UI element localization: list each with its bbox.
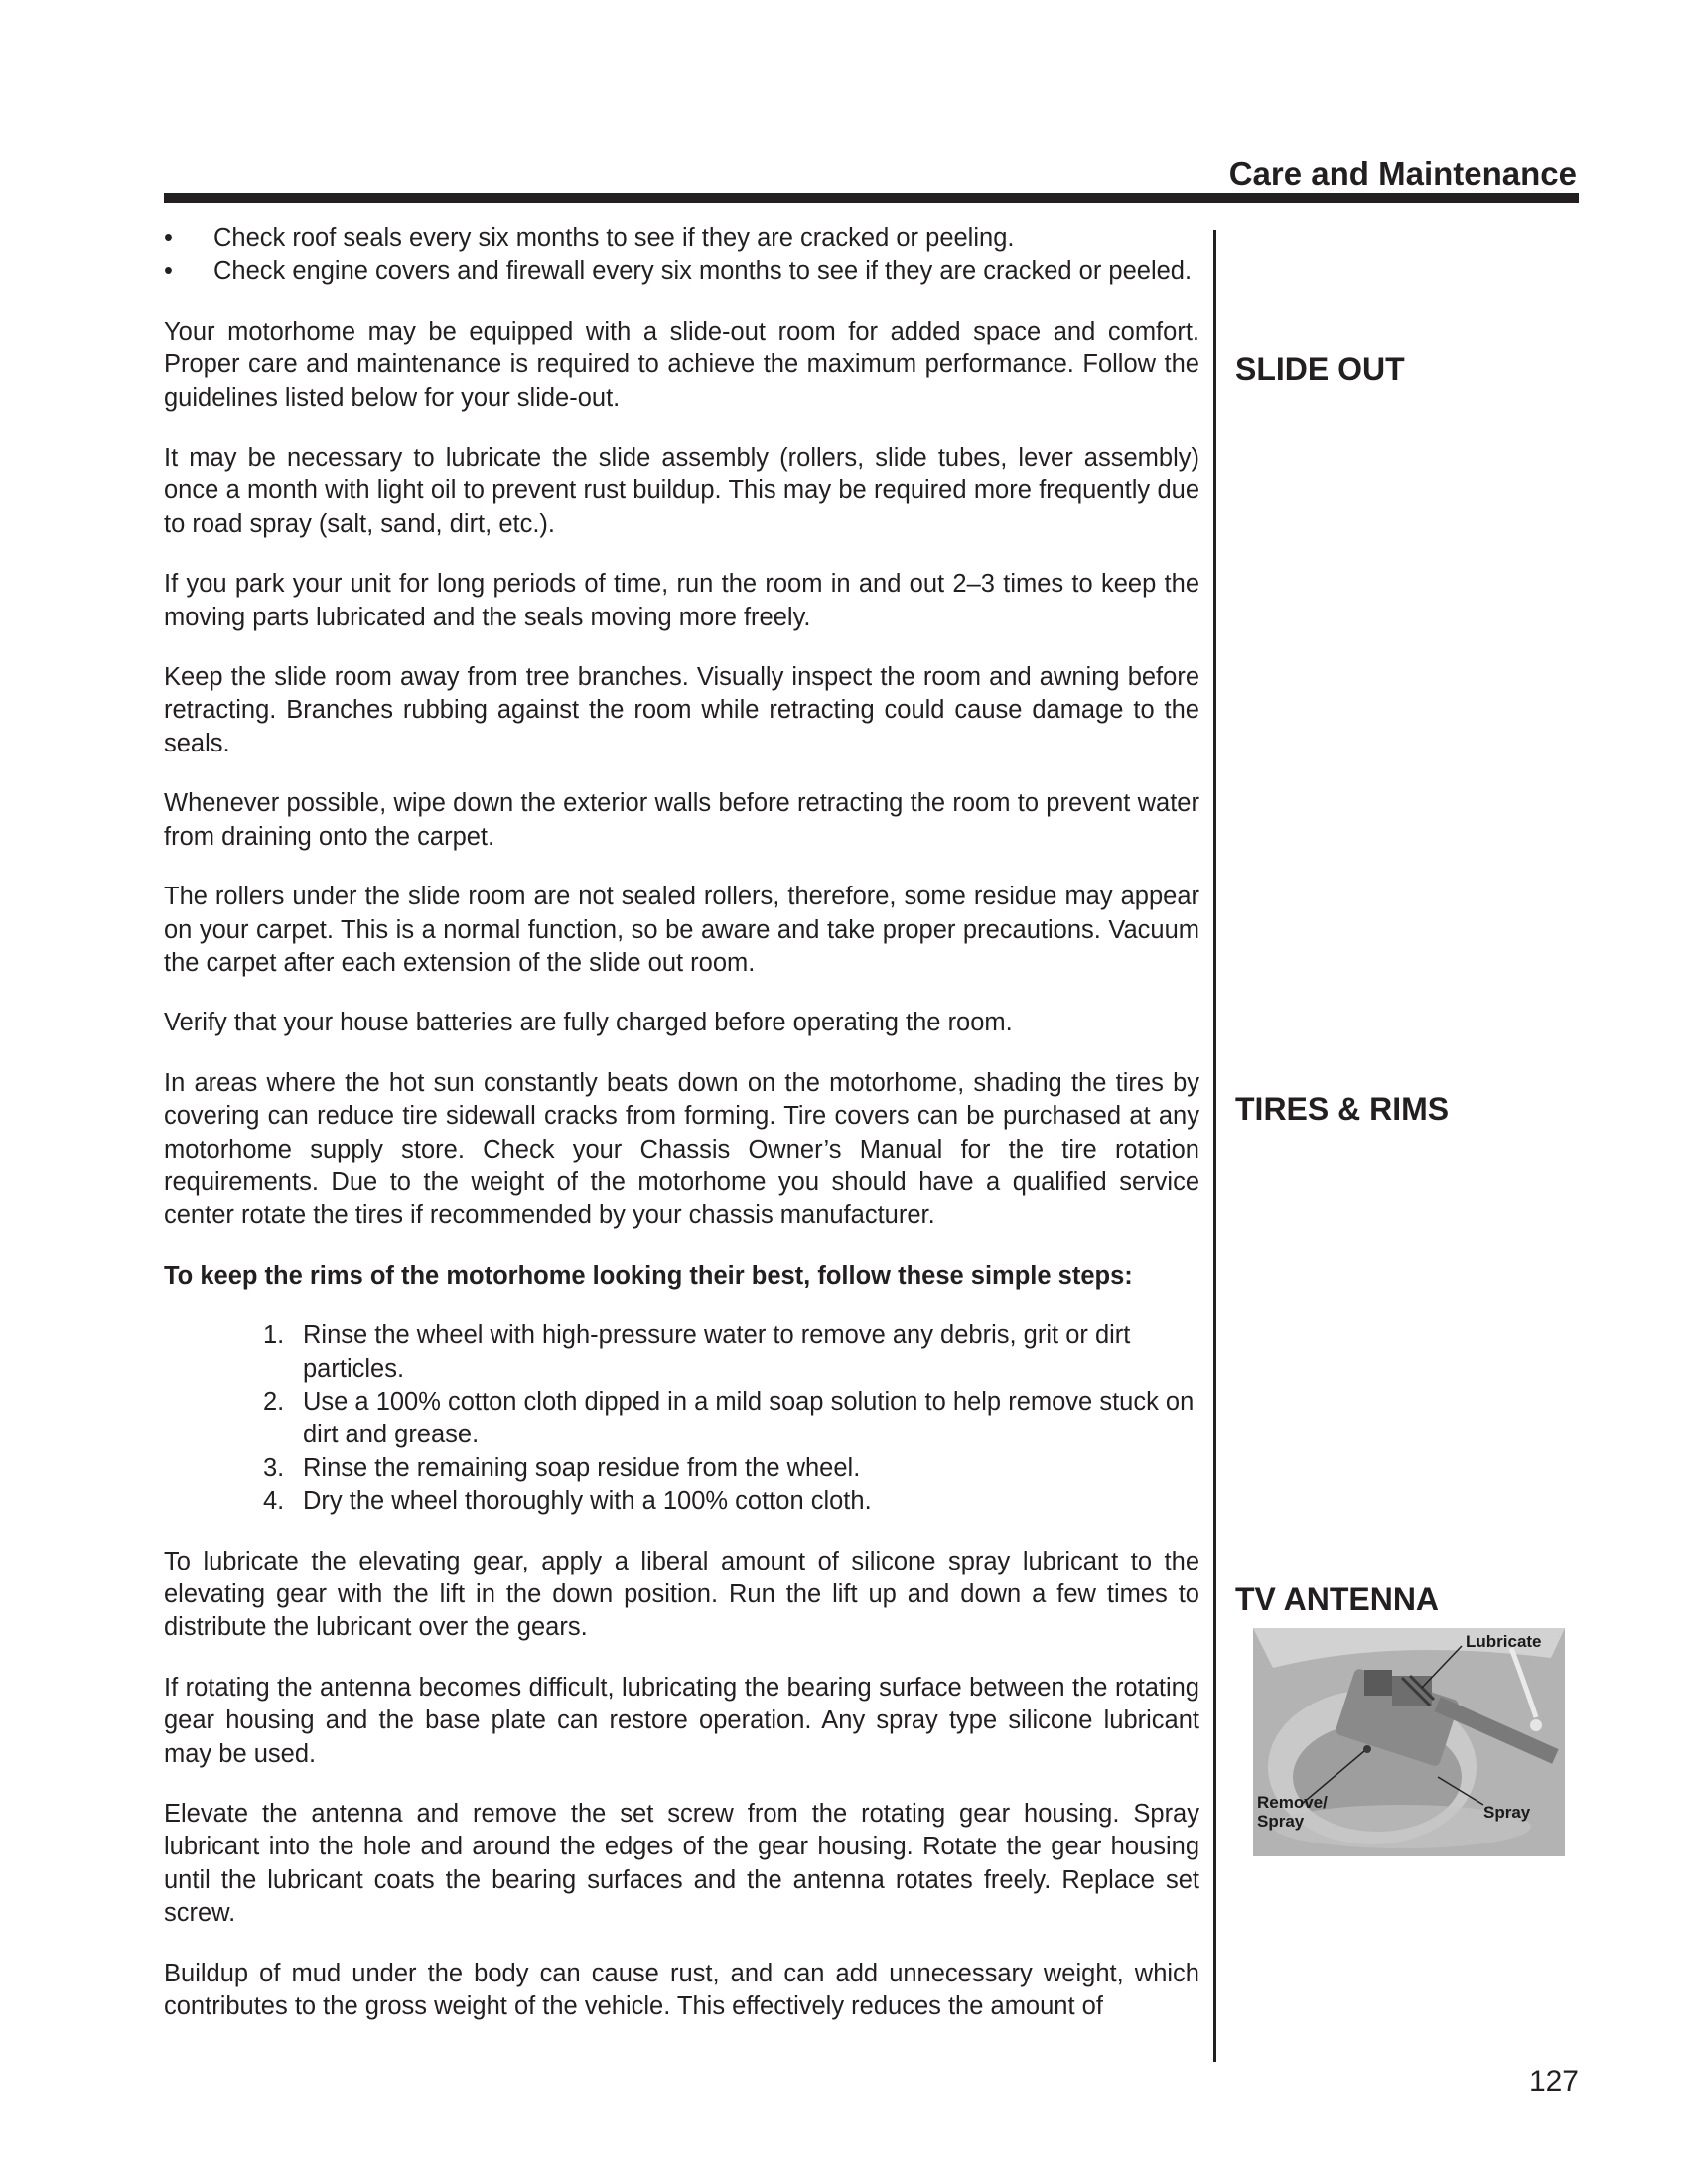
step-text: Dry the wheel thoroughly with a 100% cotton cloth. — [303, 1487, 872, 1516]
slide-out-paragraph: Verify that your house batteries are fully charged before operating the room. — [164, 1009, 1013, 1037]
label-remove-spray-line2: Spray — [1257, 1812, 1305, 1831]
step-text: Rinse the wheel with high-pressure water to remove any debris, grit or dirt particles. — [303, 1321, 1131, 1383]
antenna-paragraph: Buildup of mud under the body can cause rust, and can add unnecessary weight, which contributes to the gross weight of the vehicle. This effectively reduces the amount of — [164, 1959, 1199, 2021]
slide-out-paragraph: Keep the slide room away from tree branches. Visually inspect the room and awning before retracting. Branches rubbing against the room while retracting could cause damage to the seals. — [164, 663, 1199, 757]
slide-out-paragraph: If you park your unit for long periods of time, run the room in and out 2–3 times to keep the moving parts lubricated and the seals moving more freely. — [164, 570, 1199, 631]
antenna-photo — [1253, 1628, 1565, 1856]
slide-out-paragraph: It may be necessary to lubricate the slide assembly (rollers, slide tubes, lever assembly) once a month with light oil to prevent rust buildup. This may be required more frequently due to road spray (salt, sand, dirt, etc.). — [164, 444, 1199, 538]
step-item — [263, 1485, 1199, 1518]
tires-paragraph: In areas where the hot sun constantly beats down on the motorhome, shading the tires by covering can reduce tire sidewall cracks from forming. Tire covers can be purchased at any motorhome supply store. Check your Chassis Owner’s Manual for the tire rotation requirements. Due to the weight of the motorhome you should have a qualified service center rotate the tires if recommended by your chassis manufacturer. — [164, 1068, 1199, 1230]
label-remove-spray-line1: Remove/ — [1257, 1793, 1328, 1812]
step-number: 3. — [263, 1453, 285, 1482]
step-item — [263, 1386, 1199, 1452]
label-lubricate: Lubricate — [1466, 1632, 1542, 1651]
antenna-paragraph: If rotating the antenna becomes difficult, lubricating the bearing surface between the rotating gear housing and the base plate can restore operation. Any spray type silicone lubricant may be used. — [164, 1673, 1199, 1768]
step-number: 4. — [263, 1487, 285, 1516]
bullet-item: • Check engine covers and firewall every six months to see if they are cracked or peeled. — [164, 255, 1199, 288]
antenna-paragraph: To lubricate the elevating gear, apply a liberal amount of silicone spray lubricant to the elevating gear with the lift in the down position. Run the lift up and down a few times to distribute the lubricant over the gears. — [164, 1547, 1199, 1642]
slide-out-paragraph: Whenever possible, wipe down the exterior walls before retracting the room to prevent water from draining onto the carpet. — [164, 789, 1199, 851]
step-item — [263, 1452, 1199, 1485]
heading-tv-antenna: TV ANTENNA — [1235, 1581, 1440, 1617]
header-rule — [164, 193, 1579, 203]
step-text: Rinse the remaining soap residue from the wheel. — [303, 1453, 861, 1482]
bullet-item: • Check roof seals every six months to see if they are cracked or peeling. — [164, 222, 1199, 255]
column-divider — [1213, 230, 1216, 2062]
label-spray: Spray — [1483, 1803, 1531, 1822]
rims-steps-list — [164, 1319, 1199, 1518]
antenna-paragraph: Elevate the antenna and remove the set screw from the rotating gear housing. Spray lubricant into the hole and around the edges of the gear housing. Rotate the gear housing until the lubricant coats the bearing surfaces and the antenna rotates freely. Replace set screw. — [164, 1800, 1199, 1928]
page-header-title: Care and Maintenance — [1228, 155, 1577, 192]
heading-slide-out: SLIDE OUT — [1235, 351, 1405, 387]
page-number: 127 — [1528, 2065, 1579, 2098]
slide-out-paragraph: The rollers under the slide room are not sealed rollers, therefore, some residue may appear on your carpet. This is a normal function, so be aware and take proper precautions. Vacuum the carpet after each extension of the slide out room. — [164, 883, 1199, 977]
main-column — [164, 222, 1199, 2050]
roof-bullet-list — [164, 222, 1199, 289]
step-number: 2. — [263, 1387, 285, 1416]
step-item — [263, 1319, 1199, 1386]
heading-tires-rims: TIRES & RIMS — [1235, 1091, 1450, 1127]
rims-intro: To keep the rims of the motorhome looking their best, follow these simple steps: — [164, 1261, 1133, 1290]
slide-out-paragraph: Your motorhome may be equipped with a slide-out room for added space and comfort. Proper care and maintenance is required to achieve the maximum performance. Follow the guidelines listed below for your slide-out. — [164, 317, 1199, 412]
step-text: Use a 100% cotton cloth dipped in a mild soap solution to help remove stuck on dirt and grease. — [303, 1387, 1195, 1449]
step-number: 1. — [263, 1321, 285, 1350]
